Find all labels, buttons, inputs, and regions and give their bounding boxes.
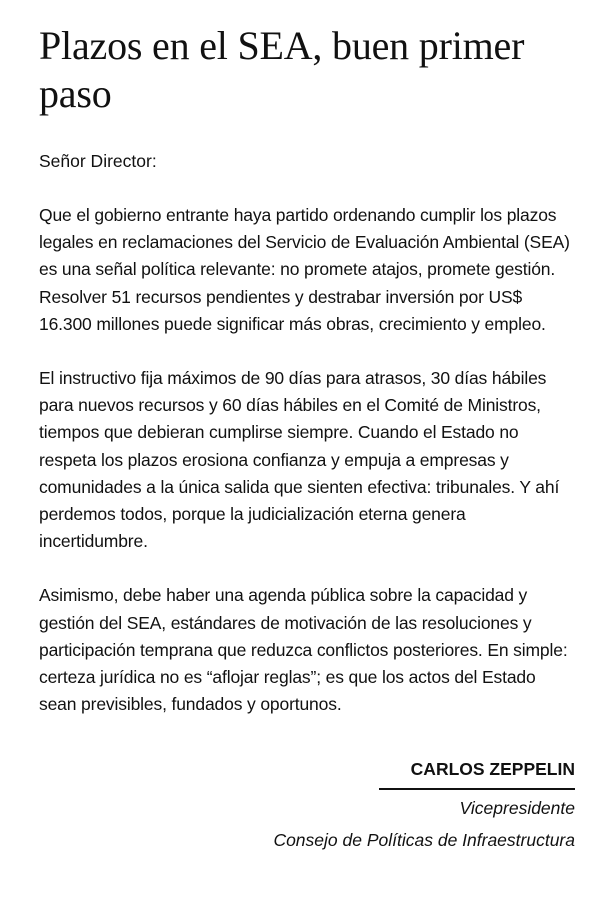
paragraph-3: Asimismo, debe haber una agenda pública sobre la capacidad y gestión del SEA, estándares de motivación de las resoluciones y participación temprana que reduzca conflictos posteriores. En simple: certeza jurídica no es “aflojar reglas”; es que los actos del Estado sean previsibles, fundados y oportunos. xyxy=(39,585,568,715)
signature-organization: Consejo de Políticas de Infraestructura xyxy=(273,830,575,851)
signature-role: Vicepresidente xyxy=(459,798,575,819)
letter-title: Plazos en el SEA, buen primer paso xyxy=(39,23,525,116)
signature-name: CARLOS ZEPPELIN xyxy=(379,756,575,790)
paragraph-2: El instructivo fija máximos de 90 días para atrasos, 30 días hábiles para nuevos recursos y 60 días hábiles en el Comité de Ministros, tiempos que debieran cumplirse siempre. Cuando el Estado no respeta los plazos erosiona confianza y empuja a empresas y comunidades a la única salida que sienten efectiva: tribunales. Y ahí perdemos todos, porque la judicialización eterna genera incertidumbre. xyxy=(39,368,560,552)
salutation: Señor Director: xyxy=(39,151,157,171)
signature-block xyxy=(39,756,575,854)
paragraph-1: Que el gobierno entrante haya partido ordenando cumplir los plazos legales en reclamaciones del Servicio de Evaluación Ambiental (SEA) es una señal política relevante: no promete atajos, promete gestión. Resolver 51 recursos pendientes y destrabar inversión por US$ 16.300 millones puede significar más obras, crecimiento y empleo. xyxy=(39,205,570,334)
letter xyxy=(39,22,575,854)
